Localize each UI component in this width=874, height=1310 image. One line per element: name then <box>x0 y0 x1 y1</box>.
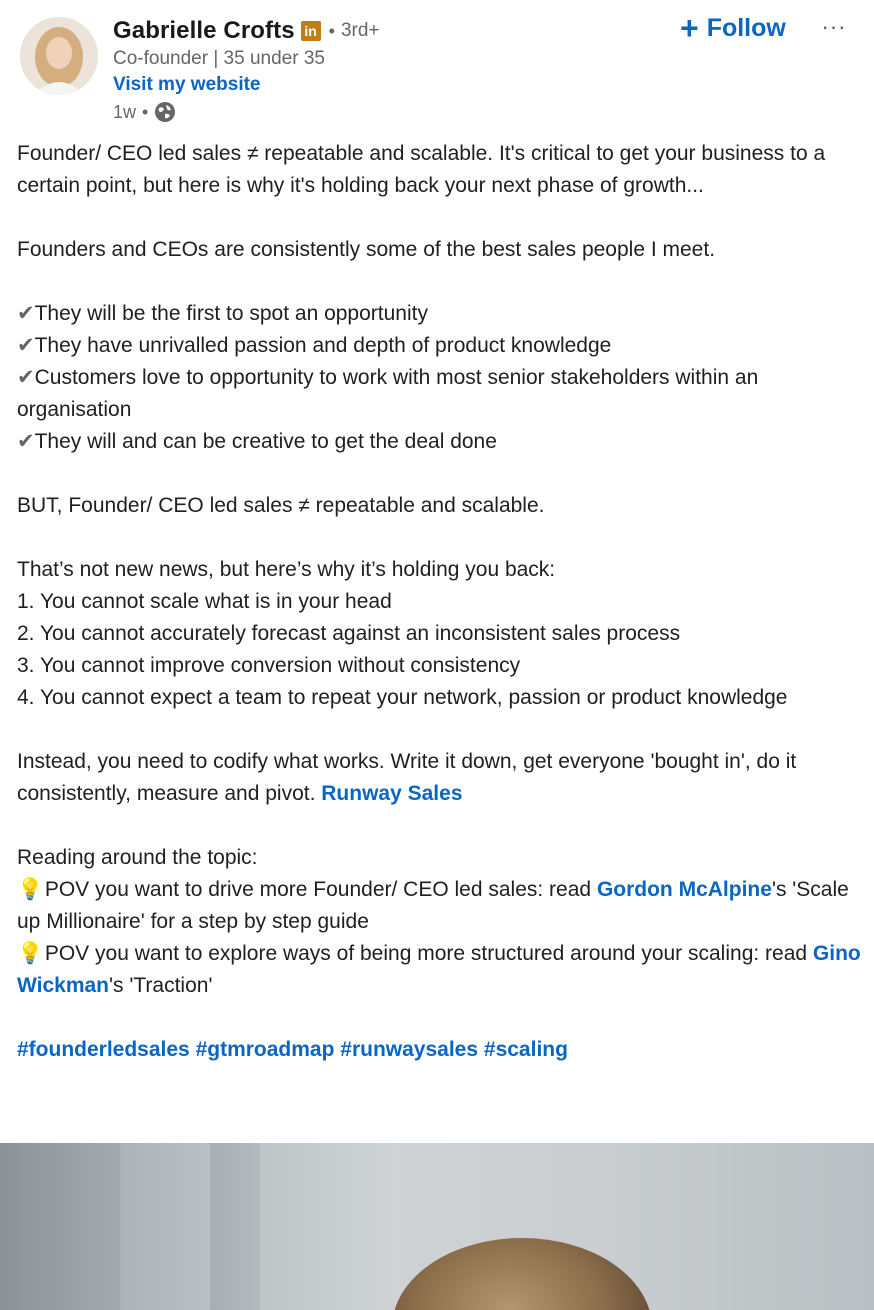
check-item-text: They have unrivalled passion and depth of product knowledge <box>34 334 612 357</box>
reading-item <box>17 938 863 1002</box>
paragraph-text: Instead, you need to codify what works. Write it down, get everyone 'bought in', do it consistently, measure and pivot. <box>17 750 797 805</box>
reading-text: POV you want to explore ways of being more structured around your scaling: read <box>39 942 813 965</box>
meta-separator: • <box>142 101 149 122</box>
person-mention-link[interactable]: Gordon McAlpine <box>596 878 772 901</box>
name-separator: • <box>328 20 335 41</box>
reading-text: 's 'Traction' <box>109 974 213 997</box>
post-paragraph: Founder/ CEO led sales ≠ repeatable and scalable. It's critical to get your business to a certain point, but here is why it's holding back your next phase of growth... <box>17 142 826 197</box>
person-mention-link[interactable]: Gino Wickman <box>17 942 861 997</box>
post-image[interactable] <box>0 1143 874 1310</box>
reason-item: 1. You cannot scale what is in your head <box>17 590 392 613</box>
author-name-line <box>113 14 380 48</box>
hashtag-link[interactable]: #gtmroadmap <box>195 1038 335 1061</box>
check-icon: ✔ <box>17 302 35 325</box>
post-body <box>17 138 863 1066</box>
hashtag-link[interactable]: #scaling <box>483 1038 568 1061</box>
reason-item: 4. You cannot expect a team to repeat your network, passion or product knowledge <box>17 686 788 709</box>
post-image-subject <box>392 1238 652 1310</box>
globe-icon <box>154 101 176 123</box>
reading-text: POV you want to drive more Founder/ CEO led sales: read <box>39 878 597 901</box>
post-time: 1w <box>113 101 137 122</box>
check-icon: ✔ <box>17 366 35 389</box>
author-avatar[interactable] <box>20 17 98 95</box>
post-paragraph: Founders and CEOs are consistently some of the best sales people I meet. <box>17 238 716 261</box>
check-item <box>17 298 863 330</box>
lightbulb-icon: 💡 <box>17 942 44 965</box>
post-paragraph: That’s not new news, but here’s why it’s holding you back: <box>17 558 556 581</box>
check-item <box>17 426 863 458</box>
follow-button[interactable] <box>680 12 786 44</box>
follow-label: Follow <box>706 13 786 42</box>
check-item-text: They will and can be creative to get the deal done <box>34 430 497 453</box>
check-item-text: They will be the first to spot an opportunity <box>34 302 428 325</box>
author-headline: Co-founder | 35 under 35 <box>113 48 325 69</box>
post-paragraph <box>17 746 863 810</box>
hashtag-line <box>17 1034 863 1066</box>
hashtag-link[interactable]: #runwaysales <box>340 1038 479 1061</box>
hashtag-link[interactable]: #founderledsales <box>17 1038 190 1061</box>
more-options-icon[interactable]: ··· <box>821 14 847 39</box>
check-icon: ✔ <box>17 430 35 453</box>
reason-item: 3. You cannot improve conversion without consistency <box>17 654 521 677</box>
author-name[interactable]: Gabrielle Crofts <box>113 17 295 44</box>
post-meta <box>113 101 176 123</box>
plus-icon: + <box>680 10 699 46</box>
post-paragraph: Reading around the topic: <box>17 846 258 869</box>
connection-degree: 3rd+ <box>340 20 380 41</box>
avatar-image <box>20 17 98 95</box>
check-item-text: Customers love to opportunity to work with most senior stakeholders within an organisation <box>17 366 759 421</box>
lightbulb-icon: 💡 <box>17 878 44 901</box>
visit-website-link[interactable]: Visit my website <box>113 74 261 95</box>
reason-item: 2. You cannot accurately forecast against an inconsistent sales process <box>17 622 681 645</box>
check-icon: ✔ <box>17 334 35 357</box>
linkedin-premium-icon: in <box>301 21 321 41</box>
check-item <box>17 362 863 426</box>
reading-item <box>17 874 863 938</box>
post-paragraph: BUT, Founder/ CEO led sales ≠ repeatable and scalable. <box>17 494 545 517</box>
check-item <box>17 330 863 362</box>
company-mention-link[interactable]: Runway Sales <box>321 782 463 805</box>
reading-text: 's 'Scale up Millionaire' for a step by step guide <box>17 878 849 933</box>
